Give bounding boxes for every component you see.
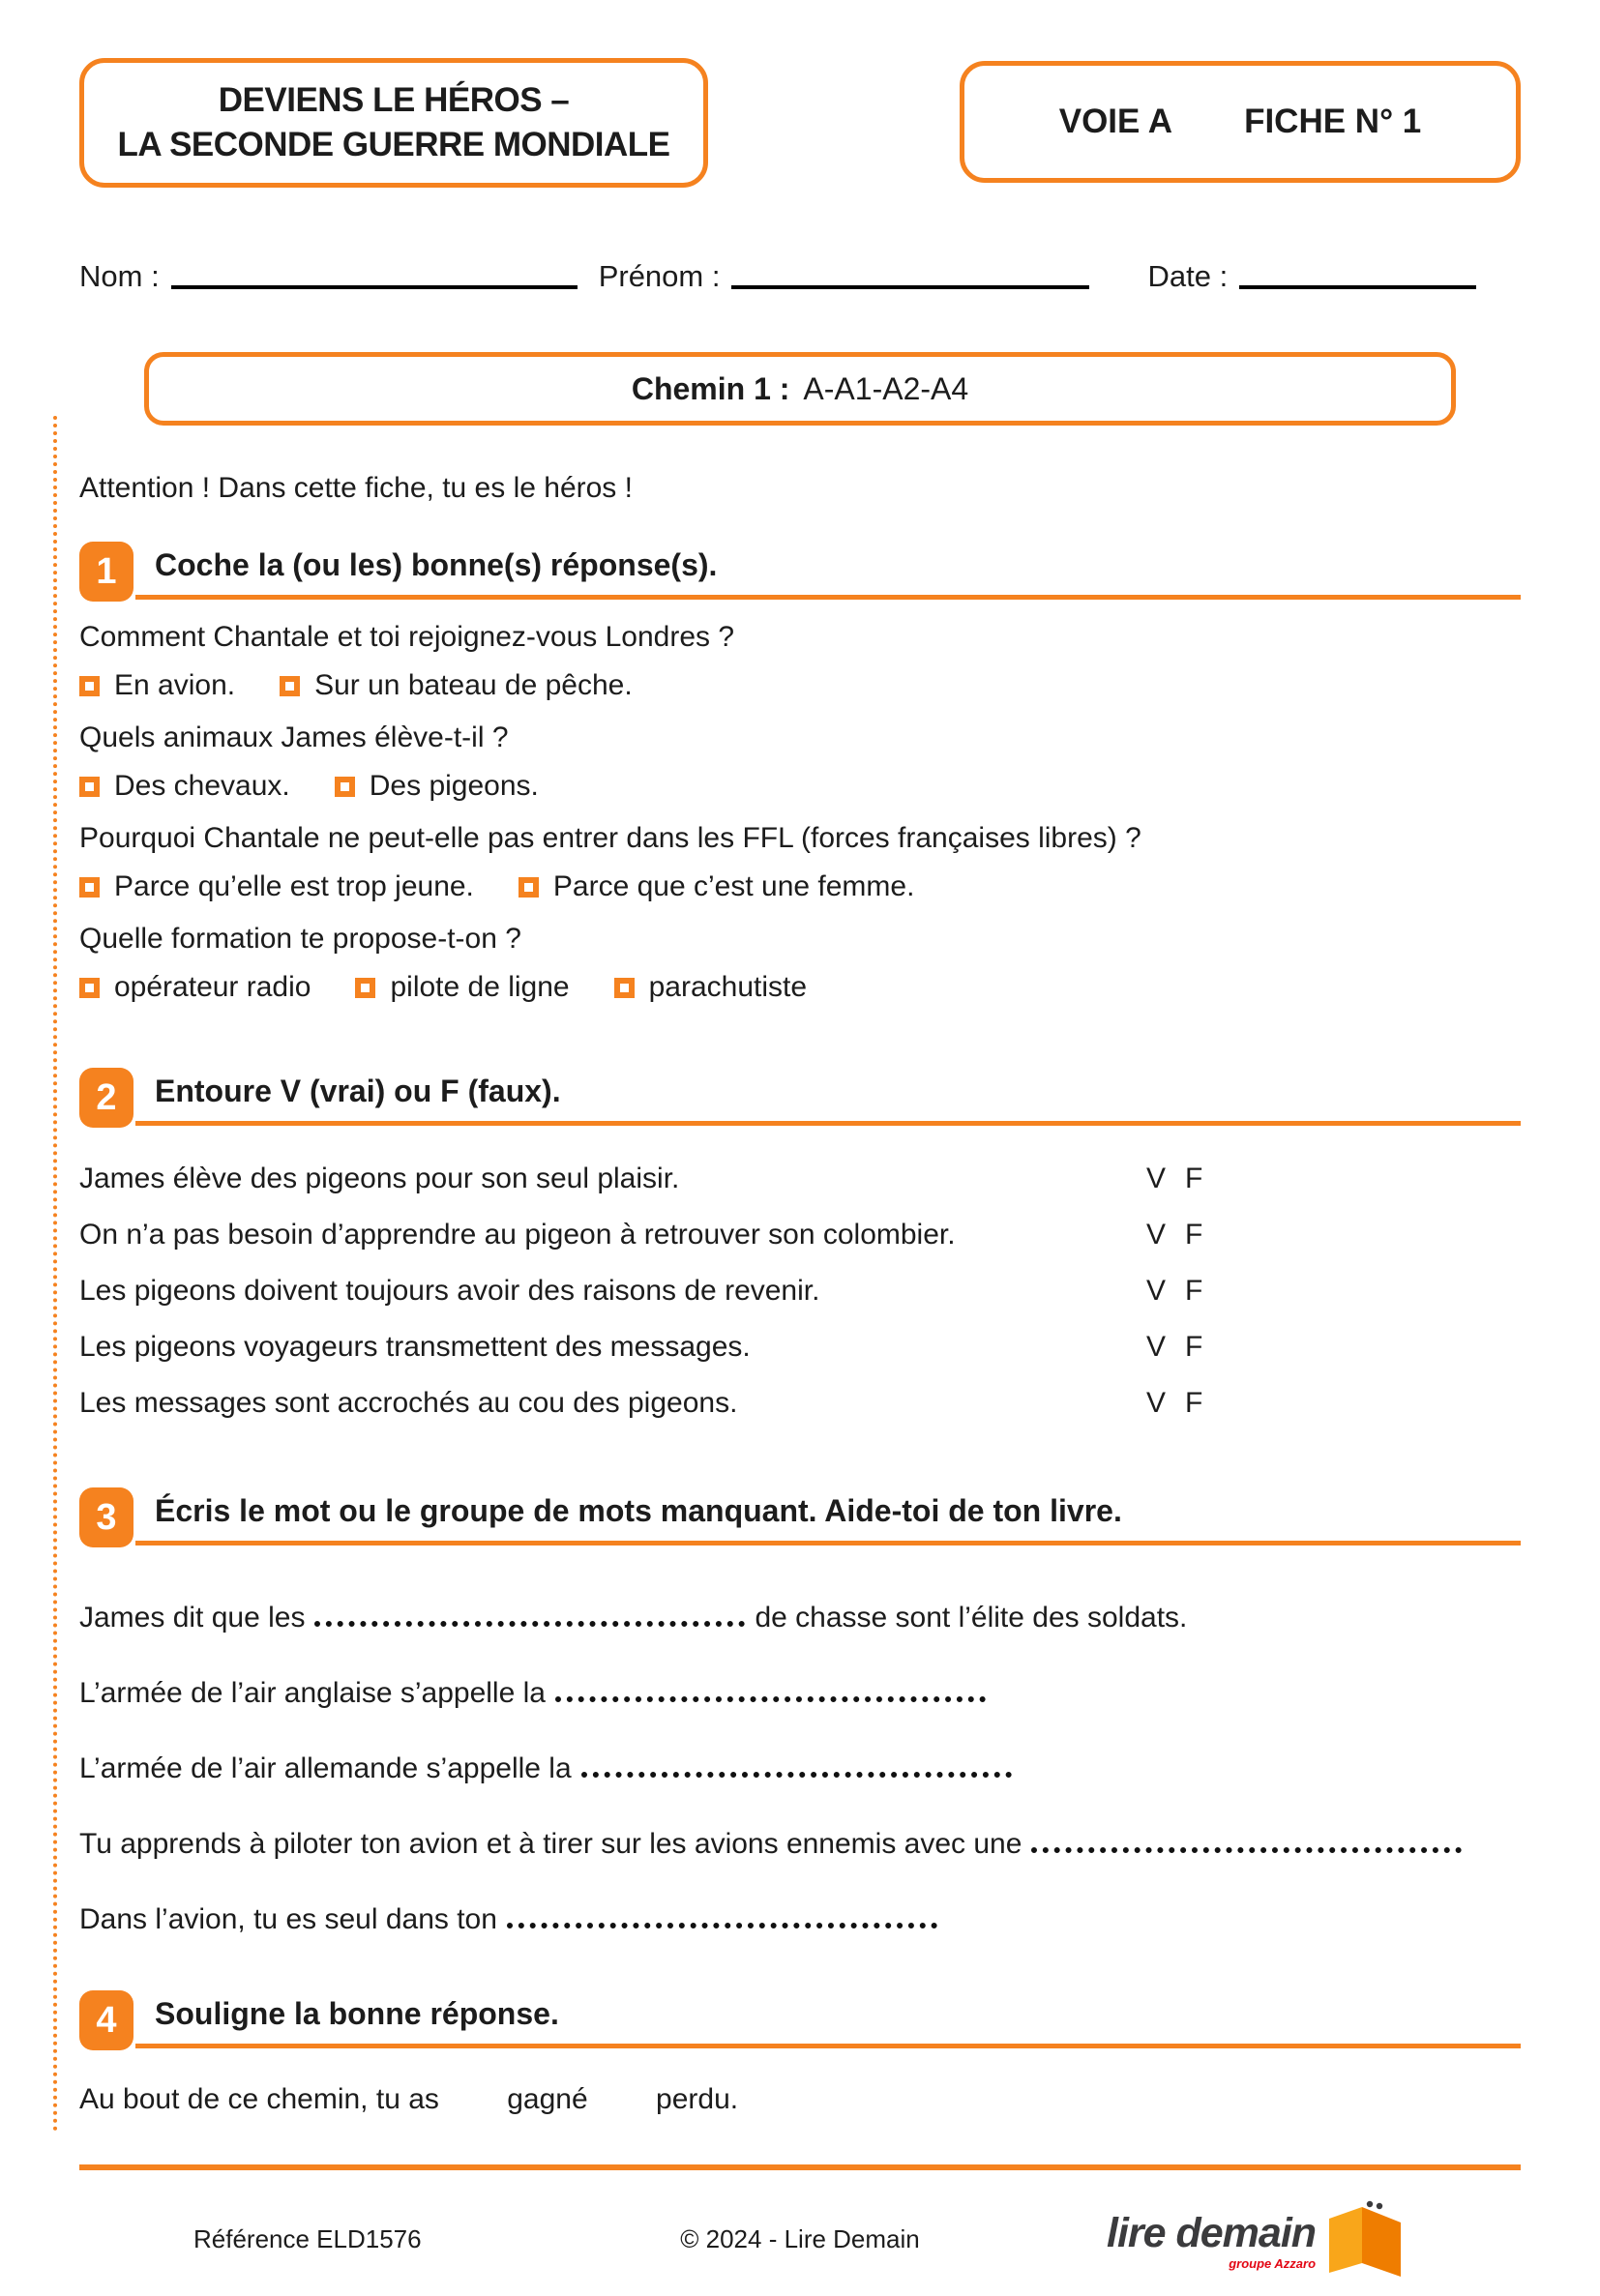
checkbox[interactable] bbox=[335, 777, 355, 797]
section-4-title: Souligne la bonne réponse. bbox=[155, 1996, 559, 2031]
section-underline bbox=[135, 1541, 1521, 1545]
vrai-option[interactable]: V bbox=[1146, 1275, 1167, 1307]
checkbox-label: parachutiste bbox=[648, 971, 808, 1003]
date-label: Date : bbox=[1147, 259, 1229, 293]
checkbox-option bbox=[79, 870, 474, 903]
reference-label: Référence ELD1576 bbox=[193, 2224, 422, 2253]
faux-option[interactable]: F bbox=[1185, 1387, 1203, 1419]
footer-divider bbox=[79, 2164, 1521, 2170]
section-number-badge: 3 bbox=[79, 1487, 133, 1547]
section-underline bbox=[135, 2044, 1521, 2048]
question-options bbox=[79, 971, 1521, 1004]
answer-blank[interactable] bbox=[507, 1923, 937, 1928]
section-number-badge: 2 bbox=[79, 1068, 133, 1128]
checkbox[interactable] bbox=[614, 978, 635, 998]
question-options bbox=[79, 669, 1521, 702]
checkbox-option bbox=[335, 770, 539, 803]
fill-sentence bbox=[79, 1828, 1521, 1861]
sentence-before: James dit que les bbox=[79, 1602, 306, 1634]
vf-choices bbox=[1146, 1163, 1202, 1195]
vf-choices bbox=[1146, 1275, 1202, 1308]
sentence-before: L’armée de l’air allemande s’appelle la bbox=[79, 1752, 572, 1784]
checkbox[interactable] bbox=[79, 978, 100, 998]
nom-group bbox=[79, 259, 578, 294]
question-text: Quels animaux James élève-t-il ? bbox=[79, 721, 509, 753]
checkbox-option bbox=[79, 669, 235, 702]
fill-sentence bbox=[79, 1602, 1521, 1634]
checkbox-option bbox=[79, 971, 311, 1004]
date-field-line[interactable] bbox=[1239, 285, 1476, 289]
checkbox-option bbox=[280, 669, 633, 702]
copyright-label: © 2024 - Lire Demain bbox=[680, 2224, 920, 2253]
answer-blank[interactable] bbox=[1031, 1847, 1462, 1853]
section-2-header bbox=[79, 1068, 1521, 1128]
nom-label: Nom : bbox=[79, 259, 160, 293]
checkbox-option bbox=[355, 971, 569, 1004]
section-3-title: Écris le mot ou le groupe de mots manquant. Aide-toi de ton livre. bbox=[155, 1493, 1122, 1528]
section-underline bbox=[135, 595, 1521, 600]
statement-row bbox=[79, 1387, 1521, 1420]
question-text: Quelle formation te propose-t-on ? bbox=[79, 923, 521, 955]
checkbox[interactable] bbox=[79, 676, 100, 696]
prenom-label: Prénom : bbox=[598, 259, 721, 293]
checkbox-label: Parce que c’est une femme. bbox=[552, 870, 915, 902]
voie-label: VOIE A bbox=[1058, 103, 1173, 140]
answer-blank[interactable] bbox=[581, 1772, 1012, 1778]
exercise-3-body bbox=[79, 1602, 1521, 1936]
faux-option[interactable]: F bbox=[1185, 1275, 1203, 1307]
fill-sentence bbox=[79, 1677, 1521, 1710]
checkbox-option bbox=[614, 971, 807, 1004]
exercise-4-sentence bbox=[79, 2083, 1521, 2116]
vf-choices bbox=[1146, 1387, 1202, 1420]
chemin-value: A-A1-A2-A4 bbox=[803, 370, 969, 406]
fill-sentence bbox=[79, 1903, 1521, 1936]
section-number-badge: 4 bbox=[79, 1990, 133, 2050]
fill-sentence bbox=[79, 1752, 1521, 1785]
section-4-header bbox=[79, 1990, 1521, 2050]
chemin-label: Chemin 1 : bbox=[631, 370, 790, 406]
section-1-header bbox=[79, 542, 1521, 602]
statement-text: James élève des pigeons pour son seul plaisir. bbox=[79, 1163, 680, 1194]
statement-text: Les pigeons voyageurs transmettent des messages. bbox=[79, 1331, 751, 1363]
checkbox[interactable] bbox=[355, 978, 375, 998]
exercise-2-body bbox=[79, 1163, 1521, 1420]
section-number-badge: 1 bbox=[79, 542, 133, 602]
sentence-before: L’armée de l’air anglaise s’appelle la bbox=[79, 1677, 546, 1709]
voie-fiche-box bbox=[960, 61, 1521, 183]
statement-row bbox=[79, 1163, 1521, 1195]
section-underline bbox=[135, 1121, 1521, 1126]
logo-wordmark: lire demain bbox=[1107, 2210, 1317, 2256]
worksheet-title-line2: LA SECONDE GUERRE MONDIALE bbox=[117, 126, 670, 163]
vf-choices bbox=[1146, 1331, 1202, 1364]
identity-row bbox=[79, 259, 1521, 294]
checkbox-label: pilote de ligne bbox=[390, 971, 570, 1003]
checkbox-label: En avion. bbox=[114, 669, 236, 701]
chemin-box bbox=[144, 352, 1456, 426]
question-options bbox=[79, 870, 1521, 903]
question-text: Pourquoi Chantale ne peut-elle pas entrer dans les FFL (forces françaises libres) ? bbox=[79, 822, 1141, 854]
faux-option[interactable]: F bbox=[1185, 1219, 1203, 1251]
header bbox=[79, 58, 1521, 188]
prenom-group bbox=[599, 259, 1090, 294]
checkbox[interactable] bbox=[280, 676, 300, 696]
answer-blank[interactable] bbox=[314, 1621, 745, 1627]
question-block bbox=[79, 923, 1521, 1004]
question-block bbox=[79, 721, 1521, 803]
worksheet-title-box bbox=[79, 58, 708, 188]
open-book-icon bbox=[1323, 2199, 1407, 2279]
statement-text: Les pigeons doivent toujours avoir des raisons de revenir. bbox=[79, 1275, 820, 1307]
lire-demain-logo bbox=[1107, 2199, 1407, 2279]
fiche-number-label: FICHE N° 1 bbox=[1244, 103, 1422, 140]
vrai-option[interactable]: V bbox=[1146, 1163, 1167, 1194]
checkbox[interactable] bbox=[519, 877, 539, 898]
question-options bbox=[79, 770, 1521, 803]
exercise-1-body bbox=[79, 621, 1521, 1004]
prenom-field-line[interactable] bbox=[731, 285, 1089, 289]
vrai-option[interactable]: V bbox=[1146, 1219, 1167, 1251]
checkbox[interactable] bbox=[79, 777, 100, 797]
intro-text: Attention ! Dans cette fiche, tu es le héros ! bbox=[79, 472, 633, 504]
statement-row bbox=[79, 1219, 1521, 1251]
vrai-option[interactable]: V bbox=[1146, 1331, 1167, 1363]
statement-text: On n’a pas besoin d’apprendre au pigeon à retrouver son colombier. bbox=[79, 1219, 956, 1251]
choice-gagne[interactable]: gagné bbox=[507, 2083, 588, 2115]
faux-option[interactable]: F bbox=[1185, 1163, 1203, 1194]
vrai-option[interactable]: V bbox=[1146, 1387, 1167, 1419]
sentence-before: Dans l’avion, tu es seul dans ton bbox=[79, 1903, 497, 1935]
logo-group-label: groupe Azzaro bbox=[1229, 2256, 1317, 2271]
sentence-after: de chasse sont l’élite des soldats. bbox=[755, 1602, 1188, 1634]
checkbox-option bbox=[519, 870, 915, 903]
statement-text: Les messages sont accrochés au cou des pigeons. bbox=[79, 1387, 738, 1419]
statement-row bbox=[79, 1331, 1521, 1364]
vf-choices bbox=[1146, 1219, 1202, 1251]
choice-perdu[interactable]: perdu. bbox=[656, 2083, 739, 2115]
date-group bbox=[1147, 259, 1476, 294]
checkbox-label: Sur un bateau de pêche. bbox=[314, 669, 633, 701]
statement-row bbox=[79, 1275, 1521, 1308]
section-2-title: Entoure V (vrai) ou F (faux). bbox=[155, 1074, 561, 1108]
checkbox-option bbox=[79, 770, 290, 803]
nom-field-line[interactable] bbox=[171, 285, 578, 289]
question-block bbox=[79, 621, 1521, 702]
section-1-title: Coche la (ou les) bonne(s) réponse(s). bbox=[155, 547, 718, 582]
faux-option[interactable]: F bbox=[1185, 1331, 1203, 1363]
footer bbox=[79, 2199, 1521, 2296]
checkbox-label: Parce qu’elle est trop jeune. bbox=[114, 870, 474, 902]
question-block bbox=[79, 822, 1521, 903]
checkbox-label: Des chevaux. bbox=[114, 770, 290, 802]
answer-blank[interactable] bbox=[555, 1696, 986, 1702]
checkbox-label: opérateur radio bbox=[114, 971, 311, 1003]
checkbox[interactable] bbox=[79, 877, 100, 898]
question-text: Comment Chantale et toi rejoignez-vous Londres ? bbox=[79, 621, 735, 653]
sentence-before: Tu apprends à piloter ton avion et à tirer sur les avions ennemis avec une bbox=[79, 1828, 1022, 1860]
exercise-4-prompt: Au bout de ce chemin, tu as bbox=[79, 2083, 439, 2115]
margin-dotted-line bbox=[53, 416, 57, 2133]
checkbox-label: Des pigeons. bbox=[369, 770, 539, 802]
worksheet-title-line1: DEVIENS LE HÉROS – bbox=[218, 80, 570, 119]
section-3-header bbox=[79, 1487, 1521, 1547]
